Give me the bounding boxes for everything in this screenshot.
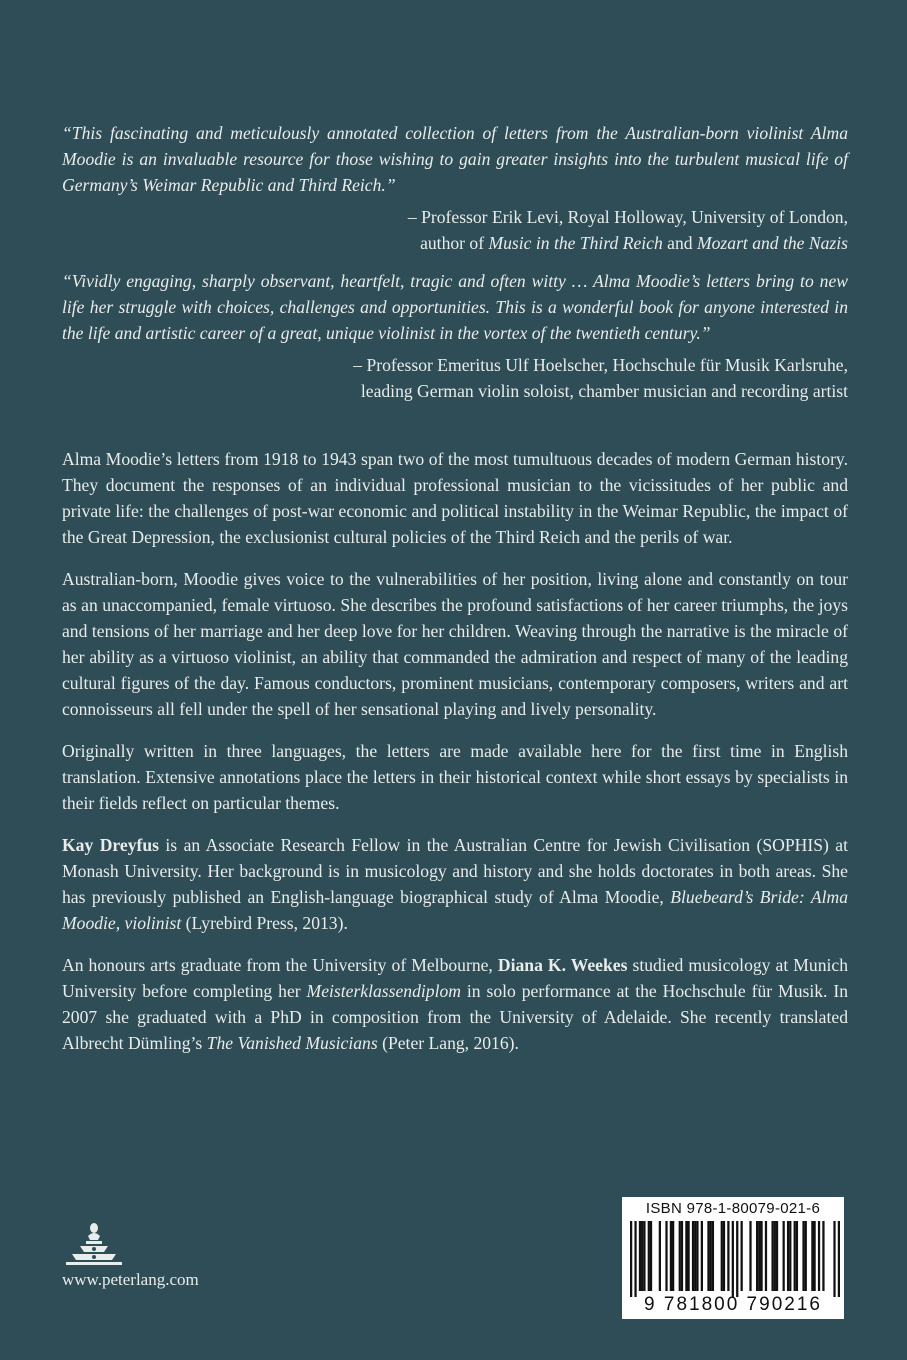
- barcode-bars: [630, 1221, 840, 1297]
- barcode-bar: [687, 1221, 689, 1291]
- barcode-bar: [818, 1221, 820, 1291]
- barcode-bar: [650, 1221, 652, 1291]
- description-paragraph-2: Australian-born, Moodie gives voice to the vulnerabilities of her position, living alone and constantly on tour as an unaccompanied, female virtuoso. She describes the profound satisfactions of her career triumphs, the joys and tensions of her marriage and her deep love for her children. Weaving through the narrative is the miracle of her ability as a virtuoso violinist, an ability that commanded the admiration and respect of many of the leading cultural figures of the day. Famous conductors, prominent musicians, contemporary composers, writers and art connoisseurs all fell under the spell of her sensational playing and lively personality.: [62, 569, 848, 719]
- barcode-bar: [696, 1221, 698, 1291]
- isbn-label: ISBN 978-1-80079-021-6: [645, 1200, 821, 1217]
- barcode-bar: [694, 1221, 696, 1291]
- barcode-bar: [723, 1221, 725, 1291]
- endorsement-1-quote: “This fascinating and meticulously annotated collection of letters from the Australian-born violinist Alma Moodie is an invaluable resource for those wishing to gain greater insights into the turbulent musical life of Germany’s Weimar Republic and Third Reich.”: [62, 123, 848, 195]
- endorsement-1-attribution-line1: – Professor Erik Levi, Royal Holloway, University of London,: [407, 207, 848, 227]
- barcode-bar: [721, 1221, 723, 1291]
- bio-weekes-text-2: studied musicology at Munich University before completing her: [62, 955, 848, 1001]
- barcode-bar: [794, 1221, 796, 1291]
- author-name-dreyfus: Kay Dreyfus: [62, 835, 159, 855]
- barcode-bar: [643, 1221, 645, 1291]
- publisher-website[interactable]: www.peterlang.com: [62, 1270, 199, 1289]
- bio-weekes-text-3: in solo performance at the Hochschule für Musik. In 2007 she graduated with a PhD in composition from the University of Adelaide. She recently translated Albrecht Dümling’s: [62, 981, 849, 1053]
- barcode-bar: [659, 1221, 661, 1291]
- barcode-bar: [805, 1221, 807, 1291]
- endorsement-1-attribution: [62, 204, 848, 256]
- bio-dreyfus-book-title: Bluebeard’s Bride: Alma Moodie, violinist: [62, 887, 848, 933]
- description-paragraph-1: Alma Moodie’s letters from 1918 to 1943 span two of the most tumultuous decades of modern German history. They document the responses of an individual professional musician to the vicissitudes of her public and private life: the challenges of post-war economic and political instability in the Weimar Republic, the impact of the Great Depression, the exclusionist cultural policies of the Third Reich and the perils of war.: [62, 449, 848, 547]
- endorsement-2-attribution: [62, 352, 848, 404]
- endorsement-1-book-title-1: Music in the Third Reich: [488, 233, 663, 253]
- barcode-bar: [710, 1221, 712, 1291]
- bio-weekes-book-title: The Vanished Musicians: [206, 1033, 378, 1053]
- barcode-bar: [639, 1221, 641, 1291]
- endorsement-2-attribution-line2: leading German violin soloist, chamber musician and recording artist: [360, 381, 848, 401]
- barcode-bar: [789, 1221, 791, 1291]
- barcode-bar: [756, 1221, 758, 1291]
- barcode-bar: [707, 1221, 709, 1291]
- barcode-bar: [811, 1221, 813, 1291]
- barcode-bar: [648, 1221, 650, 1291]
- barcode-bar: [783, 1221, 785, 1291]
- barcode-bar: [685, 1221, 687, 1291]
- translator-name-weekes: Diana K. Weekes: [497, 955, 628, 975]
- barcode-bar: [813, 1221, 815, 1291]
- barcode-bar: [760, 1221, 762, 1291]
- barcode-bar: [833, 1221, 835, 1297]
- barcode-bar: [741, 1221, 743, 1291]
- barcode-bar: [634, 1221, 636, 1297]
- barcode-bar: [838, 1221, 840, 1297]
- barcode-bar: [727, 1221, 729, 1291]
- description: [62, 446, 848, 1072]
- endorsement-2-quote: “Vividly engaging, sharply observant, heartfelt, tragic and often witty … Alma Moodie’s letters bring to new life her struggle with choices, challenges and opportunities. This is a wonderful book for anyone interested in the life and artistic career of a great, unique violinist in the vortex of the twentieth century.”: [62, 271, 848, 343]
- barcode-bar: [787, 1221, 789, 1291]
- barcode-bar: [749, 1221, 751, 1291]
- barcode-bar: [672, 1221, 674, 1291]
- barcode-bar: [712, 1221, 714, 1291]
- barcode-bar: [765, 1221, 767, 1291]
- endorsement-1-attribution-pre: author of: [420, 233, 489, 253]
- endorsement-1-book-title-2: Mozart and the Nazis: [696, 233, 848, 253]
- barcode-bar: [771, 1221, 773, 1291]
- barcode-bar: [630, 1221, 632, 1297]
- barcode-bar: [822, 1221, 824, 1291]
- bio-weekes-text-1: An honours arts graduate from the University of Melbourne,: [62, 955, 498, 975]
- isbn-barcode: [622, 1197, 844, 1319]
- barcode-bar: [692, 1221, 694, 1291]
- author-bio-dreyfus: [62, 832, 848, 936]
- bio-weekes-diploma: Meisterklassendiplom: [306, 981, 461, 1001]
- barcode-bar: [802, 1221, 804, 1291]
- bio-dreyfus-text-2: (Lyrebird Press, 2013).: [181, 913, 348, 933]
- endorsement-1: [62, 120, 848, 256]
- endorsement-2-attribution-line1: – Professor Emeritus Ulf Hoelscher, Hochschule für Musik Karlsruhe,: [353, 355, 848, 375]
- barcode-bar: [670, 1221, 672, 1291]
- translator-bio-weekes: [62, 952, 848, 1056]
- barcode-bar: [776, 1221, 778, 1291]
- barcode-bar: [732, 1221, 734, 1297]
- barcode-bar: [681, 1221, 683, 1291]
- bio-weekes-text-4: (Peter Lang, 2016).: [377, 1033, 519, 1053]
- barcode-bar: [774, 1221, 776, 1291]
- barcode-bar: [665, 1221, 667, 1291]
- endorsement-1-attribution-mid: and: [662, 233, 697, 253]
- peter-lang-logo-icon: [62, 1222, 126, 1268]
- barcode-bar: [736, 1221, 738, 1297]
- ean-digits: 9 781800 790216: [644, 1294, 822, 1315]
- description-paragraph-3: Originally written in three languages, the letters are made available here for the first time in English translation. Extensive annotations place the letters in their historical context while short essays by specialists in their fields reflect on particular themes.: [62, 741, 848, 813]
- barcode-bar: [758, 1221, 760, 1291]
- barcode-bar: [679, 1221, 681, 1291]
- endorsement-2: [62, 268, 848, 404]
- barcode-bar: [701, 1221, 703, 1291]
- barcode-bar: [796, 1221, 798, 1291]
- bio-dreyfus-text-1: is an Associate Research Fellow in the Australian Centre for Jewish Civilisation (SOPHIS) at Monash University. Her background is in musicology and history and she holds doctorates in both areas. She has previously published an English-language biographical study of Alma Moodie,: [62, 835, 848, 907]
- barcode-bar: [641, 1221, 643, 1291]
